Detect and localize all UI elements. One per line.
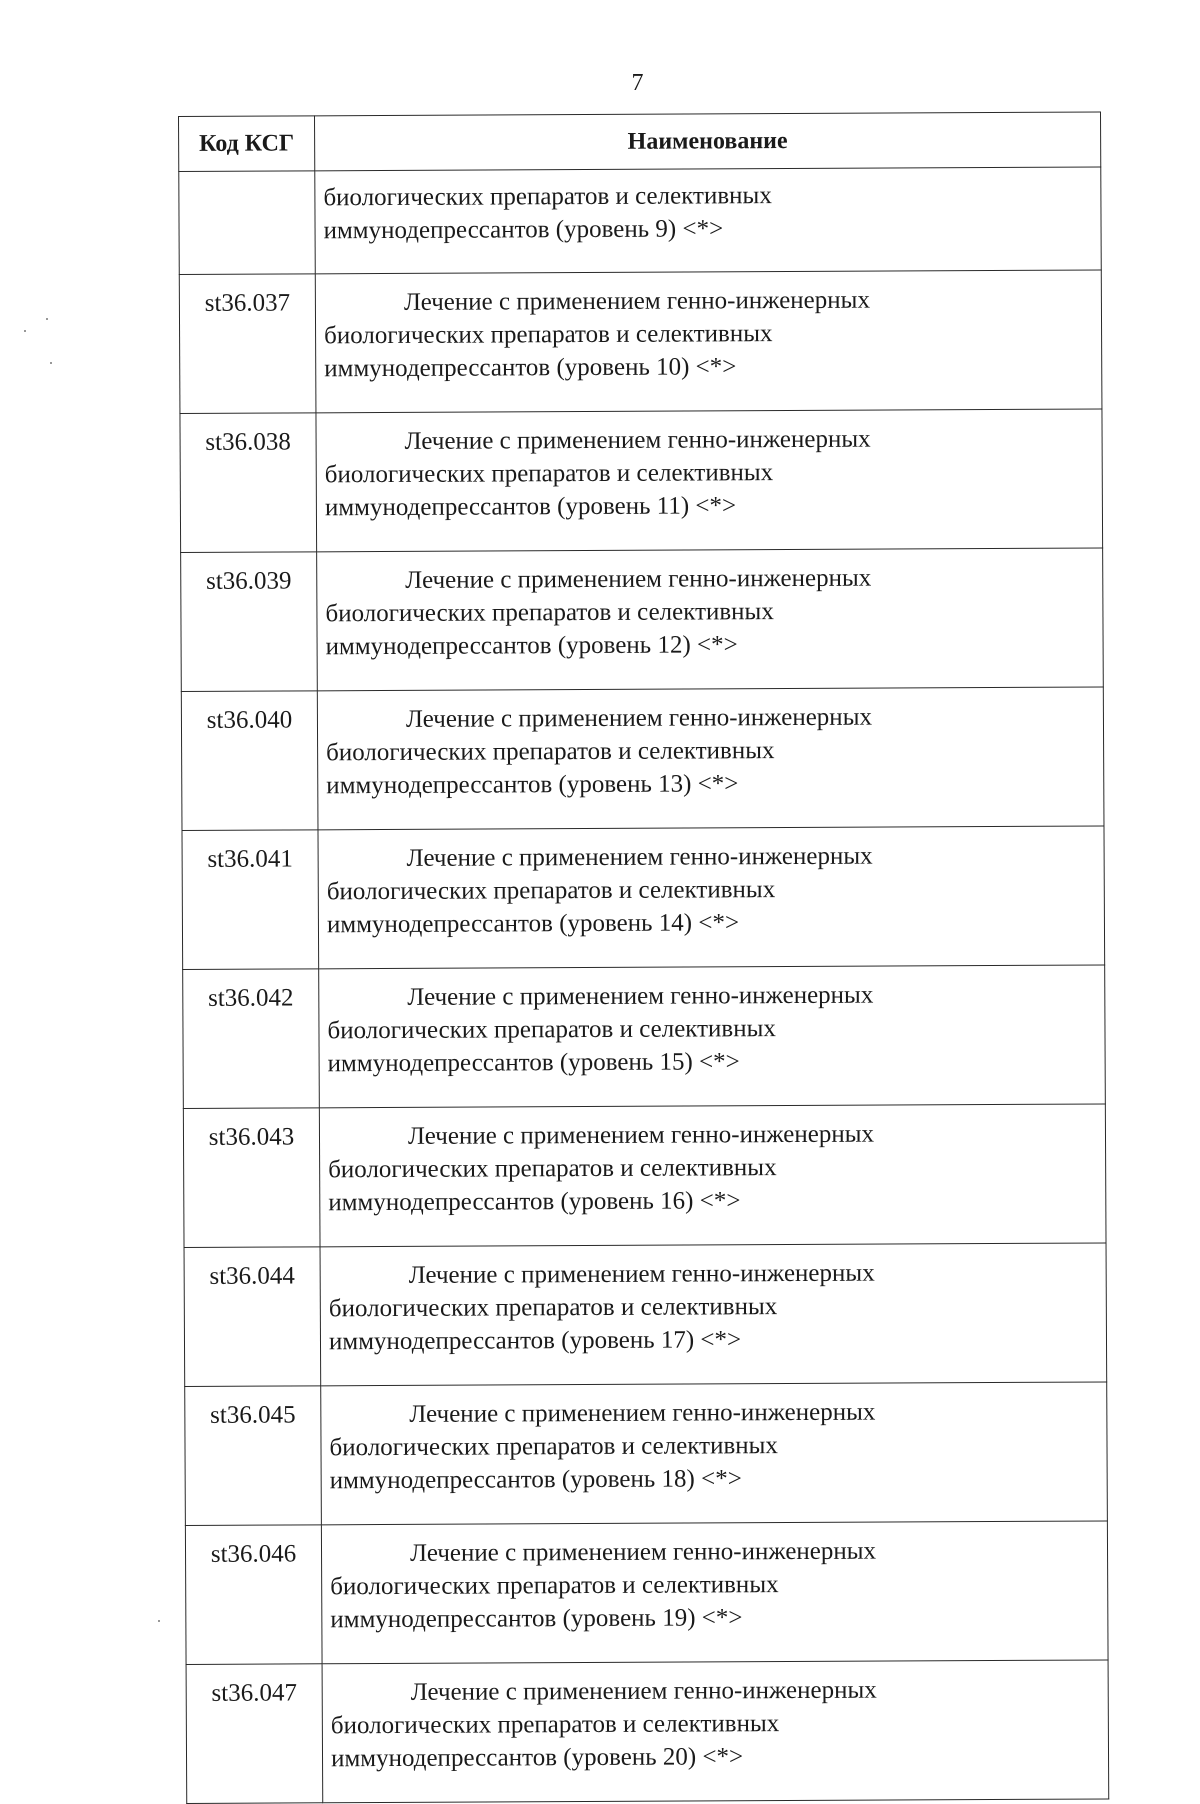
code-cell: st36.042 xyxy=(183,969,320,1109)
name-line: иммунодепрессантов (уровень 9) <*> xyxy=(323,215,724,245)
scan-speck xyxy=(24,330,26,332)
name-line: Лечение с применением генно-инженерных xyxy=(410,1676,877,1706)
page-number: 7 xyxy=(631,70,644,96)
table-row xyxy=(182,826,1105,970)
code-cell: st36.037 xyxy=(179,274,316,414)
name-line: Лечение с применением генно-инженерных xyxy=(409,1537,877,1567)
header-name: Наименование xyxy=(315,112,1101,171)
table-row xyxy=(184,1243,1107,1387)
name-line: биологических препаратов и селективных xyxy=(328,1154,777,1184)
name-cell xyxy=(317,687,1104,830)
name-line: биологических препаратов и селективных xyxy=(328,1293,778,1323)
name-line: Лечение с применением генно-инженерных xyxy=(409,1398,876,1428)
name-line: иммунодепрессантов (уровень 18) <*> xyxy=(329,1465,742,1495)
name-cell xyxy=(321,1382,1108,1525)
name-line: иммунодепрессантов (уровень 15) <*> xyxy=(327,1048,740,1078)
name-line: иммунодепрессантов (уровень 13) <*> xyxy=(326,770,739,800)
name-line: биологических препаратов и селективных xyxy=(330,1571,779,1601)
code-cell xyxy=(179,171,316,275)
name-cell xyxy=(322,1660,1109,1803)
name-line: биологических препаратов и селективных xyxy=(329,1432,778,1462)
header-code: Код КСГ xyxy=(179,116,315,172)
table-row xyxy=(186,1660,1109,1804)
code-cell: st36.045 xyxy=(185,1386,322,1526)
code-cell: st36.040 xyxy=(181,691,318,831)
code-cell: st36.038 xyxy=(180,413,317,553)
name-line: иммунодепрессантов (уровень 16) <*> xyxy=(328,1187,741,1217)
name-line: биологических препаратов и селективных xyxy=(330,1710,780,1740)
scan-speck xyxy=(158,1620,160,1622)
name-line: иммунодепрессантов (уровень 19) <*> xyxy=(330,1604,743,1634)
name-line: иммунодепрессантов (уровень 20) <*> xyxy=(330,1743,744,1773)
name-line: биологических препаратов и селективных xyxy=(327,1015,776,1045)
code-cell: st36.043 xyxy=(183,1108,320,1248)
table-row xyxy=(181,687,1104,831)
code-cell: st36.046 xyxy=(185,1525,322,1665)
name-line: Лечение с применением генно-инженерных xyxy=(404,425,871,455)
name-line: иммунодепрессантов (уровень 10) <*> xyxy=(324,353,737,383)
table-row xyxy=(179,270,1102,414)
name-line: биологических препаратов и селективных xyxy=(324,320,773,350)
name-cell xyxy=(319,965,1106,1108)
name-line: иммунодепрессантов (уровень 11) <*> xyxy=(324,492,737,522)
name-cell xyxy=(319,1104,1106,1247)
name-line: Лечение с применением генно-инженерных xyxy=(406,842,873,872)
name-line: Лечение с применением генно-инженерных xyxy=(407,1120,875,1150)
name-cell xyxy=(315,270,1102,413)
name-line: Лечение с применением генно-инженерных xyxy=(403,286,870,316)
table-row-continuation xyxy=(179,167,1101,275)
table-row xyxy=(180,409,1103,553)
ksg-table xyxy=(178,111,1109,1803)
name-line: биологических препаратов и селективных xyxy=(326,876,776,906)
name-line: Лечение с применением генно-инженерных xyxy=(405,703,873,733)
table-row xyxy=(183,1104,1106,1248)
table-body xyxy=(179,167,1109,1803)
code-cell: st36.047 xyxy=(186,1664,323,1804)
scan-speck xyxy=(50,362,52,364)
name-line: Лечение с применением генно-инженерных xyxy=(407,981,874,1011)
name-line: биологических препаратов и селективных xyxy=(323,182,772,212)
name-cell xyxy=(317,548,1104,691)
name-line: биологических препаратов и селективных xyxy=(326,737,775,767)
name-cell xyxy=(316,409,1103,552)
name-line: иммунодепрессантов (уровень 12) <*> xyxy=(325,631,738,661)
table-row xyxy=(183,965,1106,1109)
name-line: Лечение с применением генно-инженерных xyxy=(408,1259,875,1289)
table-header-row xyxy=(179,112,1101,172)
table-row xyxy=(181,548,1104,692)
table-row xyxy=(185,1382,1108,1526)
name-cell xyxy=(321,1521,1108,1664)
name-cell xyxy=(320,1243,1107,1386)
name-cell xyxy=(315,167,1101,274)
code-cell: st36.039 xyxy=(181,552,318,692)
scan-speck xyxy=(46,318,48,320)
code-cell: st36.041 xyxy=(182,830,319,970)
name-line: биологических препаратов и селективных xyxy=(325,598,774,628)
name-line: иммунодепрессантов (уровень 17) <*> xyxy=(328,1326,742,1356)
name-line: иммунодепрессантов (уровень 14) <*> xyxy=(326,909,740,939)
name-line: биологических препаратов и селективных xyxy=(324,459,774,489)
code-cell: st36.044 xyxy=(184,1247,321,1387)
name-cell xyxy=(318,826,1105,969)
name-line: Лечение с применением генно-инженерных xyxy=(405,564,872,594)
